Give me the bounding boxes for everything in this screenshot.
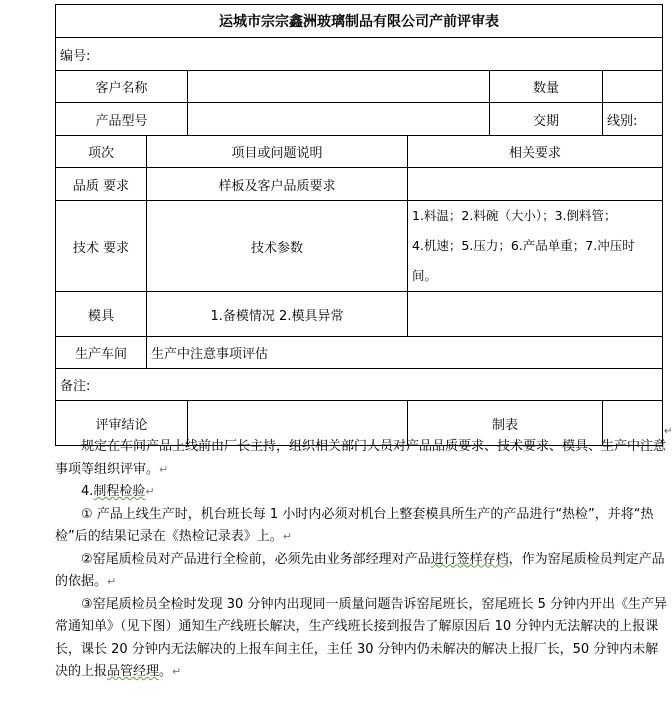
section-heading: 制程检验 bbox=[93, 484, 146, 499]
quality-req-field[interactable] bbox=[408, 168, 663, 201]
col-desc-header: 项目或问题说明 bbox=[147, 136, 408, 168]
return-mark: ↵ bbox=[159, 462, 169, 476]
serial-number-field[interactable]: 编号: bbox=[56, 38, 663, 71]
paragraph-text: ① 产品上线生产时，机台班长每 1 小时内必须对机台上整套模具所生产的产品进行“热检”，并将“热检”后的结果记录在《热检记录表》上。 bbox=[55, 506, 654, 544]
mold-label: 模具 bbox=[56, 292, 147, 337]
quality-label: 品质 要求 bbox=[56, 168, 147, 201]
document-body bbox=[55, 436, 667, 684]
paragraph-text: 规定在车间产品上线前由厂长主持，组织相关部门人员对产品品质要求、技术要求、模具、生产中注意事项等组织评审。 bbox=[55, 439, 667, 477]
paragraph-review-rule bbox=[55, 436, 667, 481]
mold-desc: 1.备模情况 2.模具异常 bbox=[147, 292, 408, 337]
return-mark: ↵ bbox=[145, 485, 155, 498]
quality-desc: 样板及客户品质要求 bbox=[147, 168, 408, 201]
section-number: 4. bbox=[81, 484, 94, 499]
col-item-header: 项次 bbox=[56, 136, 147, 168]
return-mark: ↵ bbox=[282, 530, 292, 543]
delivery-label: 交期 bbox=[490, 103, 603, 136]
tech-desc: 技术参数 bbox=[147, 201, 408, 292]
paragraph-hot-check bbox=[55, 504, 667, 549]
flagged-phrase: 进行签样存档 bbox=[430, 551, 509, 567]
paragraph-process-inspection bbox=[55, 481, 667, 504]
product-model-label: 产品型号 bbox=[56, 103, 188, 136]
product-model-field[interactable] bbox=[188, 103, 490, 136]
flagged-phrase: 品管经理 bbox=[107, 664, 160, 679]
return-mark: ↵ bbox=[172, 665, 182, 678]
conclusion-label: 评审结论 bbox=[56, 401, 188, 446]
return-mark: ↵ bbox=[107, 575, 117, 588]
paragraph-sample-signoff bbox=[55, 549, 667, 594]
tech-req-line-2: 4.机速；5.压力；6.产品单重；7.冲压时间。 bbox=[412, 238, 635, 283]
remark-field[interactable]: 备注: bbox=[56, 369, 663, 401]
tech-req-line-1: 1.料温；2.料碗（大小）；3.倒料管； bbox=[412, 208, 617, 223]
col-req-header: 相关要求 bbox=[408, 136, 663, 168]
workshop-label: 生产车间 bbox=[56, 337, 147, 369]
paragraph-escalation bbox=[55, 594, 667, 684]
form-title: 运城市宗宗鑫洲玻璃制品有限公司产前评审表 bbox=[56, 5, 663, 38]
paragraph-text: ，作为窑尾质检员判定产品的依据。 bbox=[55, 551, 665, 589]
tech-label: 技术 要求 bbox=[56, 201, 147, 292]
customer-name-field[interactable] bbox=[188, 71, 490, 103]
quantity-label: 数量 bbox=[490, 71, 603, 103]
review-form-table bbox=[55, 4, 663, 446]
paragraph-text: 。 bbox=[159, 664, 173, 679]
workshop-desc: 生产中注意事项评估 bbox=[147, 337, 663, 369]
line-field[interactable]: 线别: bbox=[603, 103, 663, 136]
customer-name-label: 客户名称 bbox=[56, 71, 188, 103]
mold-req-field[interactable] bbox=[408, 292, 663, 337]
tech-req-cell bbox=[408, 201, 663, 292]
paragraph-text: ②窑尾质检员对产品进行全检前，必须先由业务部经理对产品 bbox=[81, 551, 431, 567]
maker-label: 制表 bbox=[408, 401, 603, 446]
quantity-field[interactable] bbox=[603, 71, 663, 103]
end-of-table-mark: ↵ bbox=[664, 426, 672, 437]
paragraph-text: ③窑尾质检员全检时发现 30 分钟内出现同一质量问题告诉窑尾班长，窑尾班长 5 分钟内开出《生产异常通知单》（见下图）通知生产线班长解决，生产线班长接到报告了解原因后 10 分钟内无法解决的上报课长，课长 20 分钟内无法解决的上报车间主任，主任 30 分钟内仍未解决的解决上报厂长，50 分钟内未解决的上报 bbox=[55, 596, 667, 679]
